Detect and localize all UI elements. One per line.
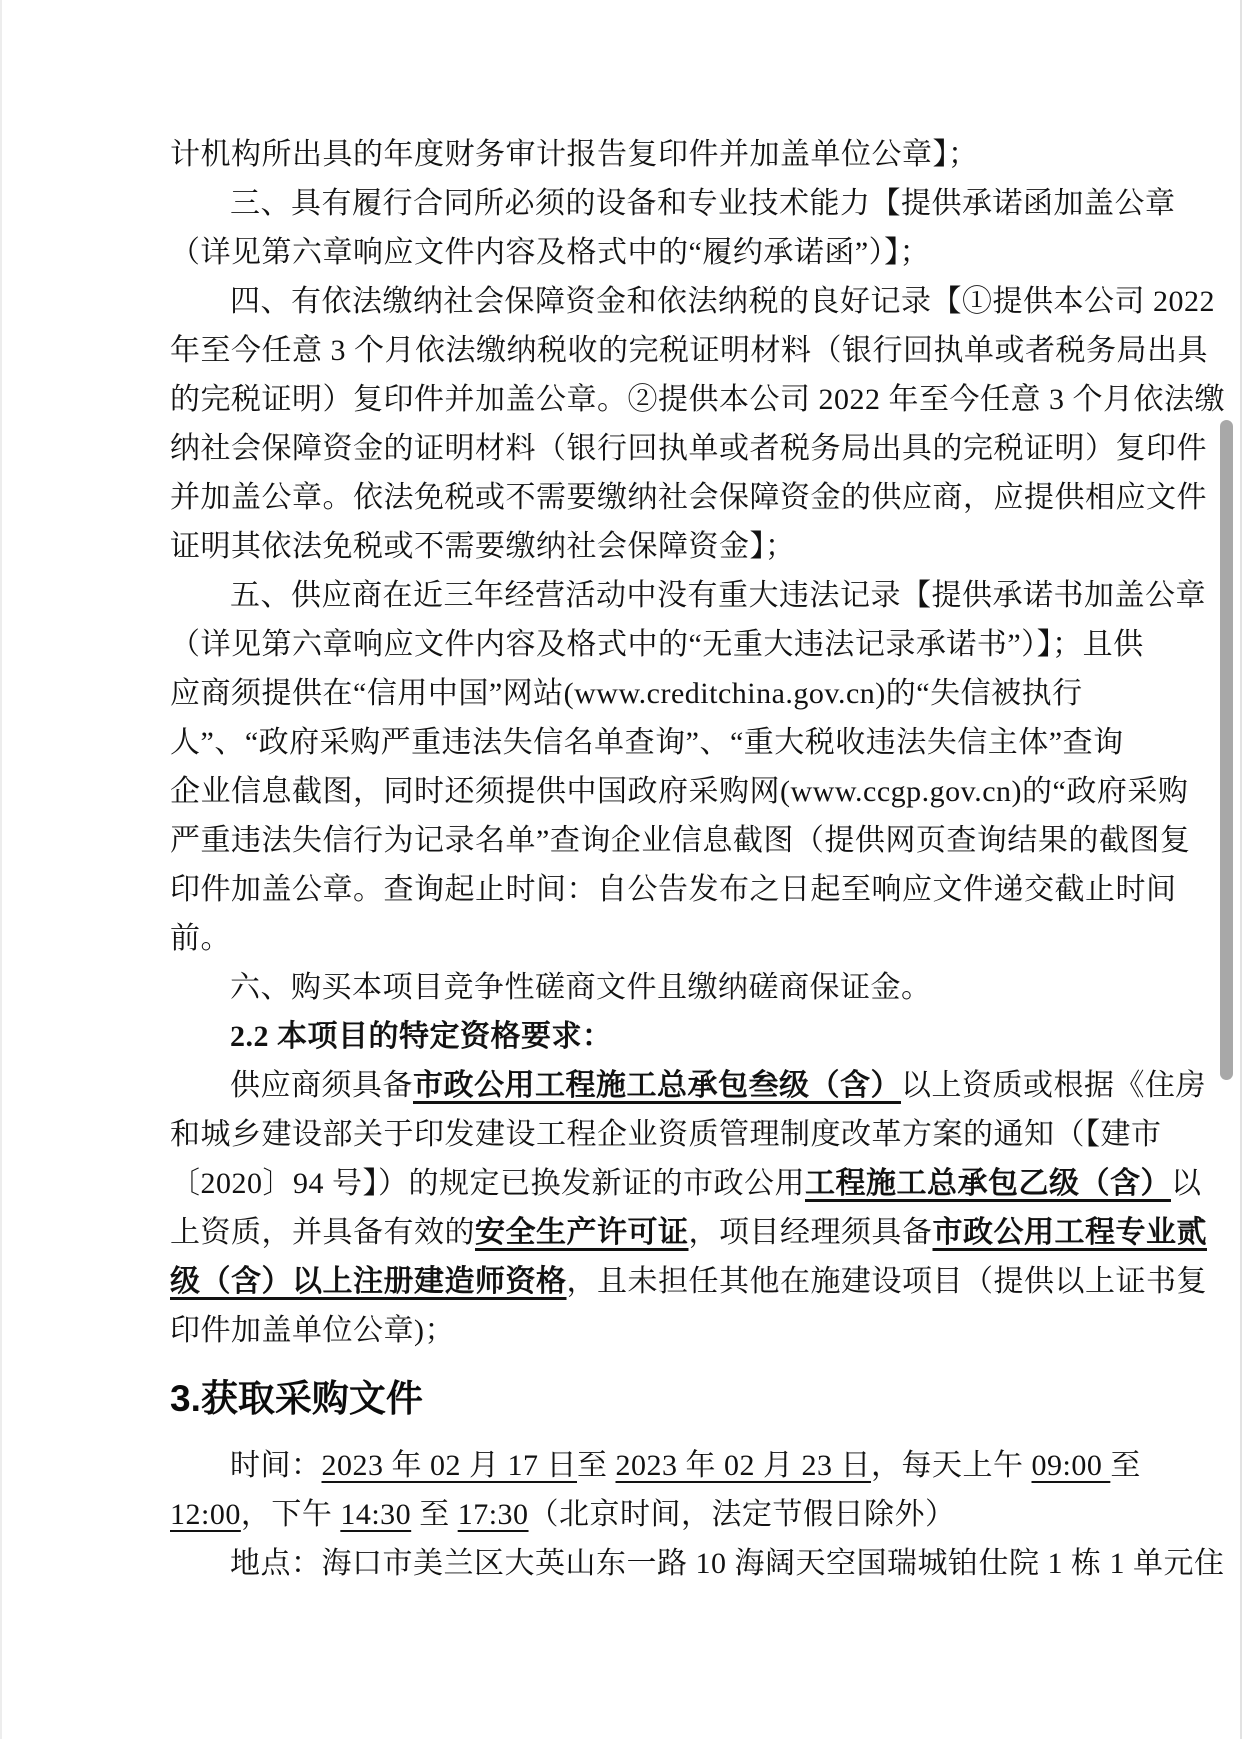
viewport-left-edge	[0, 0, 2, 1739]
doc-line	[170, 277, 1215, 326]
doc-text: 应商须提供在“信用中国”网站(www.creditchina.gov.cn)的“失信被执行	[170, 677, 1083, 710]
doc-line	[170, 326, 1208, 375]
section-heading-get-procurement-documents: 3.获取采购文件	[170, 1378, 423, 1419]
doc-text: 印件加盖单位公章)；	[170, 1314, 455, 1347]
doc-text: 纳社会保障资金的证明材料（银行回执单或者税务局出具的完税证明）复印件	[170, 432, 1207, 465]
doc-text: 前。	[170, 922, 231, 955]
doc-line	[170, 228, 1075, 277]
doc-text: 至	[577, 1449, 616, 1482]
doc-text: 以上资质或根据《住房	[901, 1069, 1206, 1102]
doc-text: 供应商须具备	[230, 1069, 413, 1102]
doc-line	[170, 1159, 1202, 1208]
doc-text: 证明其依法免税或不需要缴纳社会保障资金】；	[170, 530, 796, 563]
doc-line	[170, 767, 1189, 816]
doc-line	[170, 1539, 1225, 1588]
doc-text: 2.2 本项目的特定资格要求：	[230, 1020, 613, 1053]
doc-text: 至	[1110, 1449, 1141, 1482]
doc-text: 市政公用工程专业贰	[932, 1216, 1207, 1249]
doc-line	[170, 424, 1207, 473]
doc-line	[170, 620, 1144, 669]
doc-text: 上资质，并具备有效的	[170, 1216, 475, 1249]
doc-text: 2023 年 02 月 17 日	[321, 1449, 577, 1482]
doc-line	[170, 571, 1206, 620]
doc-text: 年至今任意 3 个月依法缴纳税收的完税证明材料（银行回执单或者税务局出具	[170, 334, 1208, 367]
doc-line	[170, 473, 1207, 522]
doc-line	[170, 1306, 1075, 1355]
doc-text: 三、具有履行合同所必须的设备和专业技术能力【提供承诺函加盖公章	[230, 187, 1176, 220]
doc-text: （北京时间，法定节假日除外）	[528, 1498, 956, 1531]
doc-line	[170, 1490, 1075, 1539]
doc-line	[170, 1110, 1162, 1159]
doc-text: 严重违法失信行为记录名单”查询企业信息截图（提供网页查询结果的截图复	[170, 824, 1191, 857]
doc-line	[170, 816, 1191, 865]
doc-text: ，项目经理须具备	[688, 1216, 933, 1249]
doc-text: 工程施工总承包乙级（含）	[805, 1167, 1171, 1200]
doc-line	[170, 179, 1176, 228]
doc-text: 市政公用工程施工总承包叁级（含）	[413, 1069, 901, 1102]
doc-text: ，且未担任其他在施建设项目（提供以上证书复	[566, 1265, 1207, 1298]
doc-line	[170, 130, 1075, 179]
doc-text: 2023 年 02 月 23 日	[615, 1449, 871, 1482]
doc-line	[170, 375, 1225, 424]
doc-text: 17:30	[457, 1498, 529, 1531]
doc-text: 印件加盖公章。查询起止时间：自公告发布之日起至响应文件递交截止时间	[170, 873, 1177, 906]
doc-text: 〔2020〕94 号】）的规定已换发新证的市政公用	[170, 1167, 805, 1200]
doc-text: 级（含）以上注册建造师资格	[170, 1265, 567, 1298]
doc-text: 安全生产许可证	[475, 1216, 689, 1249]
doc-text: 企业信息截图，同时还须提供中国政府采购网(www.ccgp.gov.cn)的“政府采购	[170, 775, 1189, 808]
doc-text: 五、供应商在近三年经营活动中没有重大违法记录【提供承诺书加盖公章	[230, 579, 1206, 612]
doc-line	[170, 1061, 1206, 1110]
doc-line	[170, 669, 1083, 718]
doc-line	[170, 963, 1075, 1012]
doc-line	[170, 865, 1177, 914]
doc-text: 以	[1171, 1167, 1202, 1200]
doc-text: 并加盖公章。依法免税或不需要缴纳社会保障资金的供应商，应提供相应文件	[170, 481, 1207, 514]
doc-line	[170, 1208, 1207, 1257]
doc-line	[170, 1257, 1207, 1306]
doc-line	[170, 718, 1124, 767]
doc-text: 六、购买本项目竞争性磋商文件且缴纳磋商保证金。	[230, 971, 932, 1004]
doc-text: 四、有依法缴纳社会保障资金和依法纳税的良好记录【①提供本公司 2022	[230, 285, 1215, 318]
doc-text: 地点：海口市美兰区大英山东一路 10 海阔天空国瑞城铂仕院 1 栋 1 单元住	[230, 1547, 1225, 1580]
doc-text: 和城乡建设部关于印发建设工程企业资质管理制度改革方案的通知（【建市	[170, 1118, 1162, 1151]
doc-subheading	[170, 1012, 1075, 1061]
doc-text: 09:00	[1031, 1449, 1111, 1482]
doc-text: 人”、“政府采购严重违法失信名单查询”、“重大税收违法失信主体”查询	[170, 726, 1124, 759]
doc-text: 12:00	[170, 1498, 241, 1531]
doc-text: 14:30	[340, 1498, 412, 1531]
doc-text: 至	[411, 1498, 458, 1531]
doc-text: ，下午	[240, 1498, 341, 1531]
doc-text: 时间：	[230, 1449, 322, 1482]
doc-line	[170, 914, 1075, 963]
doc-text: （详见第六章响应文件内容及格式中的“无重大违法记录承诺书”）】；且供	[170, 628, 1144, 661]
doc-text: ，每天上午	[871, 1449, 1032, 1482]
doc-line	[170, 1441, 1141, 1490]
doc-text: 计机构所出具的年度财务审计报告复印件并加盖单位公章】；	[170, 138, 979, 171]
scrollbar-thumb[interactable]	[1220, 420, 1233, 1080]
doc-line	[170, 522, 1075, 571]
doc-text: 的完税证明）复印件并加盖公章。②提供本公司 2022 年至今任意 3 个月依法缴	[170, 383, 1225, 416]
doc-text: （详见第六章响应文件内容及格式中的“履约承诺函”）】；	[170, 236, 931, 269]
